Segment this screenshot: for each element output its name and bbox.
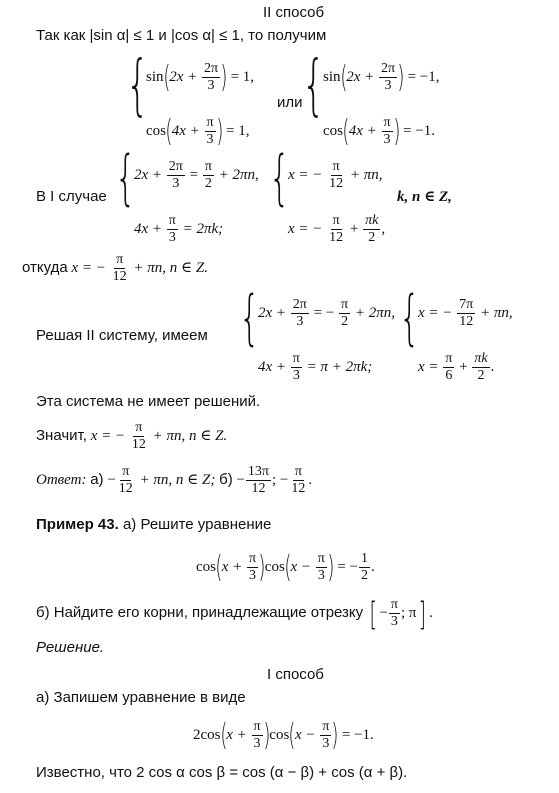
or-word: или — [277, 94, 303, 111]
equation-1: cos(x + $\frac{\pi}{3}$ )cos(x − $\frac{\pi}{3}$ ) = − $\frac{1}{2}$ . — [196, 549, 375, 585]
case2-label: Решая II систему, имеем — [36, 327, 208, 344]
heading-method-1: I способ — [267, 666, 324, 683]
part-b-line: б) Найдите его корни, принадлежащие отрезку [ − $\frac{\pi}{3}$ ; π] . — [36, 594, 433, 633]
system5-row2: 4x + $\frac{\pi}{3}$ = π + 2πk; — [258, 351, 373, 383]
system1-row2: cos(4x + $\frac{\pi}{3}$ ) = 1, — [146, 113, 250, 149]
heading-method-2: II способ — [263, 4, 325, 21]
intro-line: Так как |sin α| ≤ 1 и |cos α| ≤ 1, то получим — [36, 27, 327, 44]
no-solutions-line: Эта система не имеет решений. — [36, 393, 261, 410]
system-brace: { — [239, 283, 261, 353]
solution-label: Решение. — [36, 639, 105, 656]
system6-row1: x = − $\frac{7\pi}{12}$ + πn, — [418, 297, 513, 329]
whence-line: откуда x = − $\frac{\pi}{12}$ + πn, n ∈ Z. — [22, 252, 208, 284]
example-heading: Пример 43. а) Решите уравнение — [36, 516, 272, 533]
case1-label: В I случае — [36, 188, 107, 205]
system5-row1: 2x + $\frac{2\pi}{3}$ = − $\frac{\pi}{2}$ + 2πn, — [258, 297, 395, 329]
equation-2: 2cos(x + $\frac{\pi}{3}$ )cos(x − $\frac{\pi}{3}$ ) = −1. — [193, 717, 374, 753]
system4-row2: x = − $\frac{\pi}{12}$ + $\frac{\pi k}{2}$ , — [288, 213, 386, 245]
system-brace: { — [399, 283, 421, 353]
system1-row1: sin(2x + $\frac{2\pi}{3}$ ) = 1, — [146, 59, 255, 95]
answer-line: Ответ: а) − $\frac{\pi}{12}$ + πn, n ∈ Z; б) − $\frac{13\pi}{12}$ ; − $\frac{\pi}{12}$ . — [36, 464, 313, 496]
therefore-line: Значит, x = − $\frac{\pi}{12}$ + πn, n ∈ Z. — [36, 420, 228, 452]
system6-row2: x = $\frac{\pi}{6}$ + $\frac{\pi k}{2}$ . — [418, 351, 495, 383]
case1-tail: k, n ∈ Z, — [397, 189, 452, 205]
system2-row1: sin(2x + $\frac{2\pi}{3}$ ) = −1, — [323, 59, 440, 95]
system2-row2: cos(4x + $\frac{\pi}{3}$ ) = −1. — [323, 113, 435, 149]
system-brace: { — [126, 46, 150, 123]
known-identity-line: Известно, что 2 cos α cos β = cos (α − β) + cos (α + β). — [36, 764, 408, 781]
system3-row2: 4x + $\frac{\pi}{3}$ = 2πk; — [134, 213, 224, 245]
write-as-line: а) Запишем уравнение в виде — [36, 689, 246, 706]
system-brace: { — [302, 46, 326, 123]
system-brace: { — [269, 143, 291, 213]
system4-row1: x = − $\frac{\pi}{12}$ + πn, — [288, 159, 383, 191]
system3-row1: 2x + $\frac{2\pi}{3}$ = $\frac{\pi}{2}$ + 2πn, — [134, 159, 259, 191]
system-brace: { — [115, 143, 137, 213]
